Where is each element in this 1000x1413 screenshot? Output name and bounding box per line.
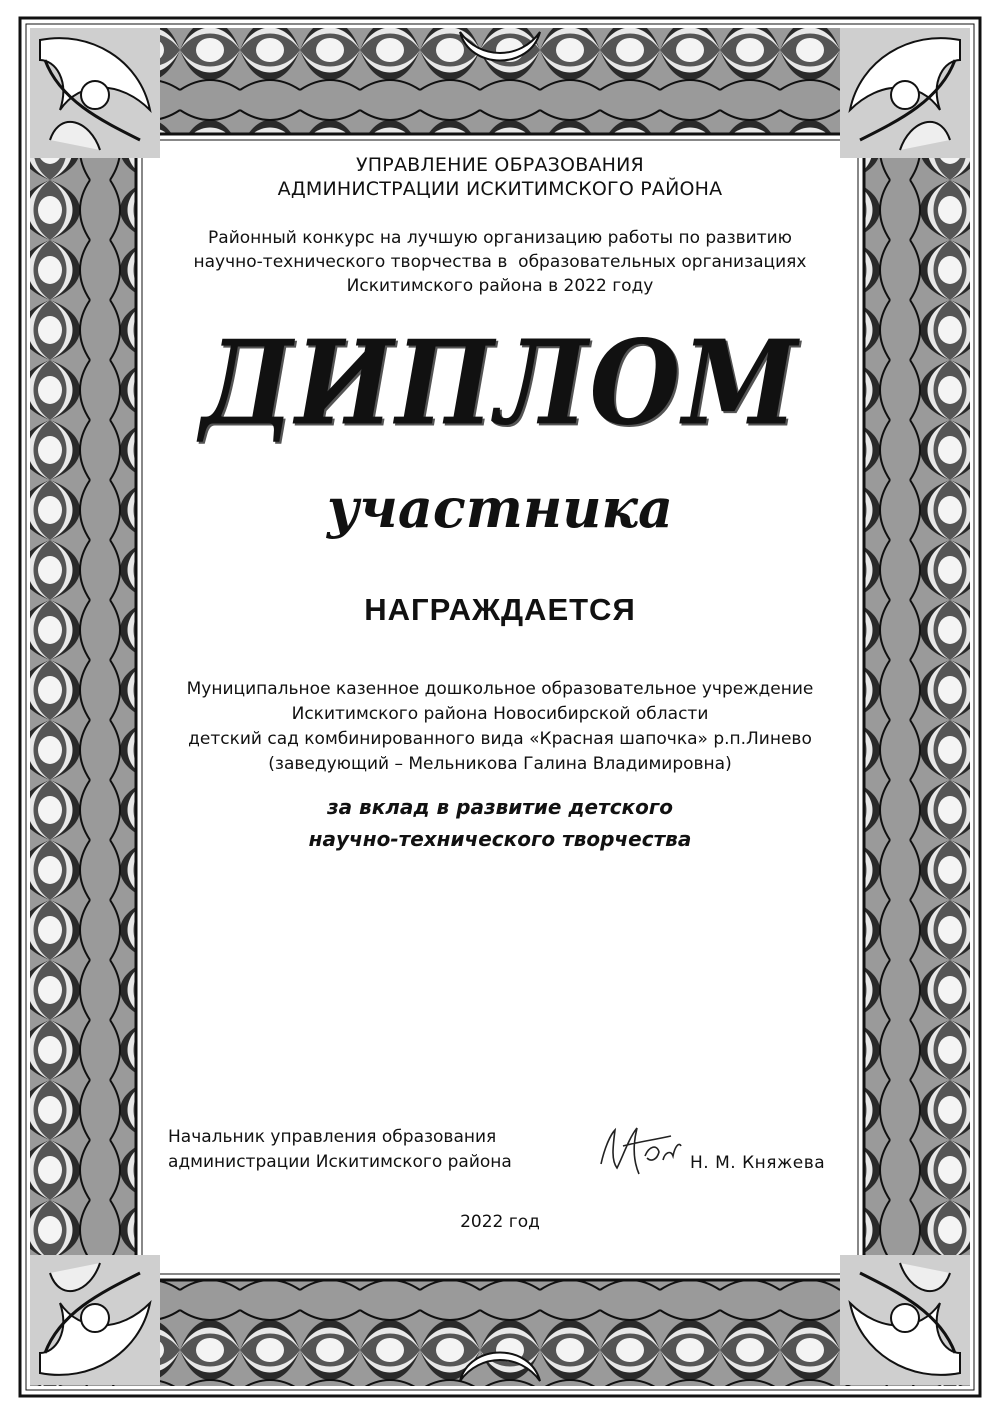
issuer-line-1: УПРАВЛЕНИЕ ОБРАЗОВАНИЯ — [356, 154, 644, 176]
recipient-line-4: (заведующий – Мельникова Галина Владимировна) — [268, 754, 732, 774]
diploma-content — [150, 140, 850, 1270]
issuer-line-2: АДМИНИСТРАЦИИ ИСКИТИМСКОГО РАЙОНА — [277, 178, 723, 200]
issuing-organization — [150, 153, 850, 201]
signatory-position-line-1: Начальник управления образования — [168, 1127, 497, 1147]
reason-line-2: научно-технического творчества — [308, 827, 692, 851]
recipient-block — [130, 677, 870, 777]
handwritten-signature — [593, 1116, 688, 1186]
corner-ornament-bottom-right-icon — [840, 1255, 970, 1385]
corner-ornament-top-left-icon — [30, 28, 160, 158]
diploma-title: ДИПЛОМ — [200, 313, 800, 452]
contest-line-2: научно-технического творчества в образовательных организациях — [193, 252, 807, 272]
corner-ornament-top-right-icon — [840, 28, 970, 158]
recipient-line-3: детский сад комбинированного вида «Красная шапочка» р.п.Линево — [188, 729, 812, 749]
contest-line-1: Районный конкурс на лучшую организацию работы по развитию — [208, 228, 792, 248]
signatory-name: Н. М. Княжева — [690, 1153, 826, 1173]
issue-year: 2022 год — [460, 1212, 540, 1232]
signatory-position — [168, 1125, 568, 1175]
contest-description — [140, 226, 860, 298]
recipient-line-1: Муниципальное казенное дошкольное образовательное учреждение — [186, 679, 814, 699]
signatory-position-line-2: администрации Искитимского района — [168, 1152, 512, 1172]
corner-ornament-bottom-left-icon — [30, 1255, 160, 1385]
diploma-subtitle: участника — [326, 476, 674, 540]
recipient-line-2: Искитимского района Новосибирской области — [291, 704, 709, 724]
contest-line-3: Искитимского района в 2022 году — [346, 276, 654, 296]
award-reason — [150, 791, 850, 855]
reason-line-1: за вклад в развитие детского — [326, 795, 674, 819]
awarded-heading: НАГРАЖДАЕТСЯ — [364, 592, 636, 627]
